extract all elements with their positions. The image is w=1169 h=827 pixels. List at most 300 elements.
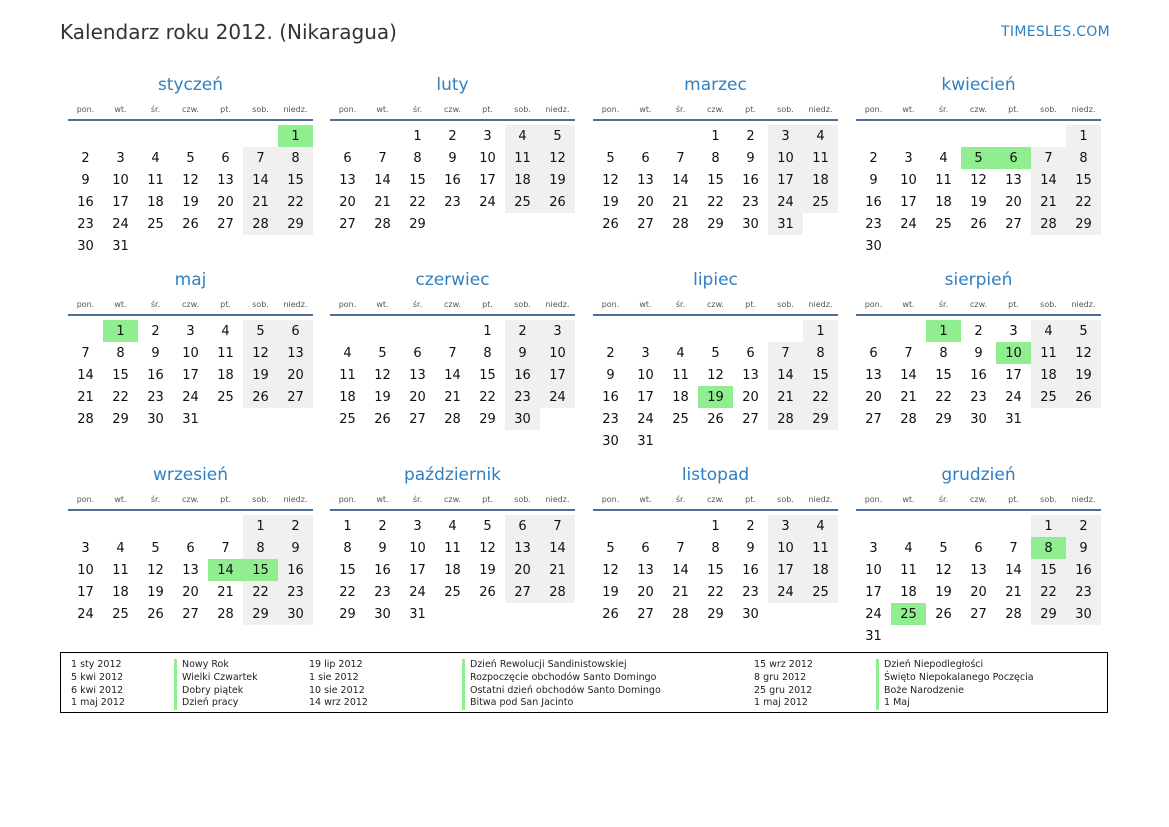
legend-date: 6 kwi 2012 <box>71 684 124 696</box>
day-cell: 2 <box>746 518 755 534</box>
day-cell: 19 <box>602 194 619 210</box>
day-cell: 8 <box>939 345 948 361</box>
day-cell: 19 <box>374 389 391 405</box>
legend-date: 19 lip 2012 <box>309 659 363 670</box>
day-cell: 13 <box>182 562 199 578</box>
day-cell: 29 <box>278 213 313 235</box>
month-name: czerwiec <box>415 270 490 290</box>
day-cell: 6 <box>413 345 422 361</box>
day-cell: 14 <box>768 364 803 386</box>
weekday-label: czw. <box>444 105 461 114</box>
empty-cell <box>856 125 891 147</box>
weekday-label: pon. <box>338 300 357 309</box>
day-cell: 16 <box>970 367 987 383</box>
day-cell: 6 <box>221 150 230 166</box>
day-cell: 15 <box>707 172 724 188</box>
day-cell: 24 <box>865 606 882 622</box>
day-cell: 24 <box>409 584 426 600</box>
day-cell: 16 <box>77 194 94 210</box>
empty-cell <box>68 515 103 537</box>
weekday-label: wt. <box>376 105 389 114</box>
weekday-label: śr. <box>412 105 423 114</box>
day-cell: 12 <box>182 172 199 188</box>
weekday-label: pon. <box>338 495 357 504</box>
holiday-day-cell: 15 <box>243 559 278 581</box>
month-rule <box>593 314 838 316</box>
legend-dates-1 <box>71 659 125 710</box>
day-cell: 10 <box>900 172 917 188</box>
day-cell: 24 <box>479 194 496 210</box>
day-cell: 9 <box>81 172 90 188</box>
empty-cell <box>996 125 1031 147</box>
month-name: marzec <box>684 75 747 95</box>
month-name: sierpień <box>944 270 1013 290</box>
day-cell: 6 <box>641 540 650 556</box>
weekday-header <box>856 491 1101 509</box>
legend-name: Bitwa pod San Jacinto <box>462 697 661 710</box>
weekday-label: sob. <box>777 105 794 114</box>
day-cell: 14 <box>444 367 461 383</box>
day-cell: 29 <box>243 603 278 625</box>
day-cell: 17 <box>1005 367 1022 383</box>
month-block <box>593 463 838 625</box>
legend-dates-3 <box>754 659 813 710</box>
day-cell: 9 <box>278 537 313 559</box>
weekday-label: czw. <box>707 300 724 309</box>
legend-name: Dobry piątek <box>174 685 258 698</box>
empty-cell <box>891 515 926 537</box>
day-cell: 20 <box>339 194 356 210</box>
day-cell: 17 <box>865 584 882 600</box>
day-cell: 19 <box>147 584 164 600</box>
legend-name: Dzień pracy <box>174 697 258 710</box>
day-cell: 7 <box>243 147 278 169</box>
day-cell: 15 <box>803 364 838 386</box>
empty-cell <box>68 320 103 342</box>
weekday-label: sob. <box>1040 495 1057 504</box>
day-cell: 9 <box>505 342 540 364</box>
day-cell: 10 <box>540 342 575 364</box>
weekday-label: wt. <box>114 300 127 309</box>
month-name: wrzesień <box>152 465 229 485</box>
day-cell: 29 <box>1031 603 1066 625</box>
day-cell: 13 <box>409 367 426 383</box>
legend-name: Wielki Czwartek <box>174 672 258 685</box>
empty-cell <box>628 320 663 342</box>
day-cell: 21 <box>217 584 234 600</box>
day-cell: 19 <box>243 364 278 386</box>
empty-cell <box>733 320 768 342</box>
day-cell: 2 <box>1066 515 1101 537</box>
empty-cell <box>856 515 891 537</box>
day-cell: 20 <box>637 584 654 600</box>
day-cell: 28 <box>1005 606 1022 622</box>
day-cell: 7 <box>768 342 803 364</box>
day-cell: 7 <box>676 150 685 166</box>
weekday-label: sob. <box>252 495 269 504</box>
day-cell: 19 <box>935 584 952 600</box>
day-cell: 18 <box>217 367 234 383</box>
weekday-label: pt. <box>482 495 493 504</box>
day-cell: 16 <box>374 562 391 578</box>
day-cell: 24 <box>182 389 199 405</box>
day-cell: 27 <box>637 216 654 232</box>
day-cell: 2 <box>869 150 878 166</box>
month-block <box>330 73 575 235</box>
day-cell: 13 <box>278 342 313 364</box>
day-cell: 7 <box>676 540 685 556</box>
day-cell: 20 <box>278 364 313 386</box>
day-cell: 27 <box>182 606 199 622</box>
weekday-label: czw. <box>182 495 199 504</box>
empty-cell <box>103 515 138 537</box>
day-cell: 10 <box>865 562 882 578</box>
day-cell: 27 <box>409 411 426 427</box>
empty-cell <box>330 125 365 147</box>
weekday-label: śr. <box>675 105 686 114</box>
day-cell: 14 <box>672 172 689 188</box>
day-cell: 23 <box>278 581 313 603</box>
day-cell: 9 <box>974 345 983 361</box>
day-cell: 30 <box>602 433 619 449</box>
day-cell: 21 <box>768 386 803 408</box>
day-cell: 1 <box>1031 515 1066 537</box>
holiday-day-cell: 14 <box>208 559 243 581</box>
day-cell: 22 <box>112 389 129 405</box>
weekday-header <box>68 491 313 509</box>
holiday-day-cell: 1 <box>278 125 313 147</box>
day-cell: 10 <box>409 540 426 556</box>
day-cell: 22 <box>935 389 952 405</box>
day-grid <box>593 125 838 235</box>
day-cell: 12 <box>602 562 619 578</box>
day-cell: 18 <box>803 559 838 581</box>
weekday-label: pon. <box>864 495 883 504</box>
day-cell: 6 <box>505 515 540 537</box>
month-block <box>856 268 1101 430</box>
day-cell: 12 <box>243 342 278 364</box>
day-cell: 17 <box>768 169 803 191</box>
weekday-label: pt. <box>745 300 756 309</box>
day-cell: 20 <box>970 584 987 600</box>
day-cell: 31 <box>637 433 654 449</box>
day-cell: 19 <box>970 194 987 210</box>
day-cell: 25 <box>1031 386 1066 408</box>
day-cell: 22 <box>278 191 313 213</box>
day-cell: 1 <box>483 323 492 339</box>
day-cell: 22 <box>243 581 278 603</box>
weekday-header <box>330 296 575 314</box>
day-cell: 21 <box>672 584 689 600</box>
month-name: lipiec <box>693 270 738 290</box>
day-grid <box>68 320 313 430</box>
day-cell: 4 <box>448 518 457 534</box>
day-grid <box>593 515 838 625</box>
day-cell: 3 <box>413 518 422 534</box>
day-cell: 21 <box>1005 584 1022 600</box>
empty-cell <box>768 320 803 342</box>
day-cell: 16 <box>865 194 882 210</box>
weekday-label: czw. <box>182 105 199 114</box>
day-cell: 26 <box>479 584 496 600</box>
weekday-label: śr. <box>675 300 686 309</box>
weekday-label: wt. <box>902 105 915 114</box>
month-block <box>68 463 313 625</box>
empty-cell <box>103 125 138 147</box>
day-cell: 30 <box>742 606 759 622</box>
weekday-label: pon. <box>601 495 620 504</box>
day-cell: 24 <box>112 216 129 232</box>
month-rule <box>68 119 313 121</box>
day-cell: 1 <box>803 320 838 342</box>
empty-cell <box>68 125 103 147</box>
day-cell: 24 <box>540 386 575 408</box>
weekday-label: niedz. <box>545 105 570 114</box>
empty-cell <box>698 320 733 342</box>
day-cell: 26 <box>182 216 199 232</box>
day-cell: 17 <box>112 194 129 210</box>
day-cell: 15 <box>409 172 426 188</box>
weekday-label: czw. <box>182 300 199 309</box>
day-cell: 3 <box>904 150 913 166</box>
day-cell: 23 <box>742 584 759 600</box>
weekday-label: pt. <box>482 300 493 309</box>
day-cell: 9 <box>378 540 387 556</box>
day-cell: 28 <box>374 216 391 232</box>
day-cell: 28 <box>672 606 689 622</box>
day-cell: 15 <box>479 367 496 383</box>
day-cell: 30 <box>1066 603 1101 625</box>
day-cell: 23 <box>742 194 759 210</box>
day-grid <box>68 515 313 625</box>
empty-cell <box>663 320 698 342</box>
day-cell: 8 <box>803 342 838 364</box>
day-cell: 30 <box>374 606 391 622</box>
day-cell: 27 <box>339 216 356 232</box>
day-cell: 30 <box>77 238 94 254</box>
month-rule <box>68 314 313 316</box>
day-cell: 16 <box>1066 559 1101 581</box>
day-grid <box>856 515 1101 647</box>
weekday-header <box>330 491 575 509</box>
day-cell: 10 <box>182 345 199 361</box>
day-cell: 23 <box>77 216 94 232</box>
day-cell: 16 <box>742 172 759 188</box>
day-cell: 28 <box>768 408 803 430</box>
holiday-day-cell: 8 <box>1031 537 1066 559</box>
day-cell: 28 <box>444 411 461 427</box>
empty-cell <box>891 125 926 147</box>
day-cell: 4 <box>904 540 913 556</box>
day-cell: 23 <box>147 389 164 405</box>
weekday-label: sob. <box>1040 105 1057 114</box>
day-cell: 21 <box>672 194 689 210</box>
weekday-label: wt. <box>376 495 389 504</box>
weekday-label: pt. <box>482 105 493 114</box>
weekday-label: sob. <box>1040 300 1057 309</box>
weekday-label: niedz. <box>283 300 308 309</box>
day-cell: 22 <box>707 194 724 210</box>
day-cell: 18 <box>444 562 461 578</box>
weekday-label: pon. <box>76 300 95 309</box>
day-cell: 5 <box>378 345 387 361</box>
month-name: kwiecień <box>941 75 1016 95</box>
day-cell: 15 <box>935 367 952 383</box>
day-cell: 1 <box>711 128 720 144</box>
weekday-label: wt. <box>639 105 652 114</box>
weekday-label: pt. <box>220 105 231 114</box>
day-cell: 14 <box>540 537 575 559</box>
day-cell: 31 <box>865 628 882 644</box>
month-name: styczeń <box>157 75 224 95</box>
day-cell: 8 <box>116 345 125 361</box>
day-cell: 13 <box>637 562 654 578</box>
day-cell: 12 <box>935 562 952 578</box>
weekday-label: niedz. <box>1071 105 1096 114</box>
day-cell: 11 <box>1031 342 1066 364</box>
day-grid <box>68 125 313 257</box>
day-cell: 22 <box>339 584 356 600</box>
day-cell: 9 <box>606 367 615 383</box>
weekday-label: niedz. <box>283 105 308 114</box>
day-cell: 3 <box>186 323 195 339</box>
day-cell: 20 <box>637 194 654 210</box>
day-cell: 11 <box>217 345 234 361</box>
day-cell: 7 <box>1031 147 1066 169</box>
weekday-header <box>68 296 313 314</box>
day-cell: 31 <box>768 213 803 235</box>
weekday-label: wt. <box>902 495 915 504</box>
weekday-label: niedz. <box>1071 495 1096 504</box>
day-cell: 30 <box>147 411 164 427</box>
weekday-label: śr. <box>938 105 949 114</box>
day-cell: 18 <box>112 584 129 600</box>
day-cell: 17 <box>409 562 426 578</box>
weekday-label: czw. <box>970 495 987 504</box>
day-cell: 21 <box>540 559 575 581</box>
legend-date: 1 maj 2012 <box>71 697 125 709</box>
weekday-label: niedz. <box>283 495 308 504</box>
weekday-header <box>330 101 575 119</box>
weekday-label: sob. <box>777 495 794 504</box>
legend-name: Dzień Niepodległości <box>876 659 1034 672</box>
day-cell: 24 <box>1005 389 1022 405</box>
day-cell: 11 <box>112 562 129 578</box>
legend-name: Nowy Rok <box>174 659 258 672</box>
day-cell: 26 <box>602 216 619 232</box>
day-cell: 11 <box>672 367 689 383</box>
weekday-label: czw. <box>707 495 724 504</box>
day-cell: 30 <box>865 238 882 254</box>
day-cell: 26 <box>147 606 164 622</box>
day-cell: 25 <box>672 411 689 427</box>
empty-cell <box>1031 125 1066 147</box>
day-cell: 5 <box>1066 320 1101 342</box>
empty-cell <box>926 515 961 537</box>
empty-cell <box>961 515 996 537</box>
day-cell: 29 <box>112 411 129 427</box>
day-cell: 3 <box>483 128 492 144</box>
day-cell: 27 <box>278 386 313 408</box>
legend-date: 15 wrz 2012 <box>754 659 813 670</box>
day-cell: 2 <box>151 323 160 339</box>
month-rule <box>593 119 838 121</box>
day-cell: 10 <box>77 562 94 578</box>
month-rule <box>856 314 1101 316</box>
day-cell: 5 <box>151 540 160 556</box>
day-cell: 9 <box>746 540 755 556</box>
day-cell: 6 <box>869 345 878 361</box>
day-cell: 24 <box>900 216 917 232</box>
empty-cell <box>330 320 365 342</box>
weekday-label: pt. <box>220 495 231 504</box>
day-cell: 12 <box>602 172 619 188</box>
month-rule <box>330 119 575 121</box>
day-cell: 7 <box>221 540 230 556</box>
day-cell: 18 <box>935 194 952 210</box>
weekday-label: niedz. <box>808 495 833 504</box>
day-cell: 1 <box>1066 125 1101 147</box>
day-cell: 10 <box>479 150 496 166</box>
empty-cell <box>593 515 628 537</box>
day-cell: 15 <box>1066 169 1101 191</box>
day-cell: 17 <box>479 172 496 188</box>
day-cell: 5 <box>939 540 948 556</box>
weekday-label: czw. <box>707 105 724 114</box>
empty-cell <box>891 320 926 342</box>
legend-name: 1 Maj <box>876 697 1034 710</box>
brand-link[interactable]: TIMESLES.COM <box>1001 24 1110 40</box>
day-cell: 5 <box>540 125 575 147</box>
day-cell: 29 <box>1066 213 1101 235</box>
day-cell: 13 <box>970 562 987 578</box>
day-cell: 14 <box>1005 562 1022 578</box>
day-cell: 6 <box>641 150 650 166</box>
day-cell: 15 <box>278 169 313 191</box>
day-cell: 21 <box>243 191 278 213</box>
day-cell: 28 <box>900 411 917 427</box>
weekday-label: czw. <box>444 300 461 309</box>
day-cell: 9 <box>448 150 457 166</box>
day-cell: 3 <box>641 345 650 361</box>
day-cell: 27 <box>217 216 234 232</box>
day-cell: 13 <box>505 537 540 559</box>
empty-cell <box>593 125 628 147</box>
day-cell: 1 <box>243 515 278 537</box>
weekday-label: sob. <box>514 495 531 504</box>
weekday-label: niedz. <box>545 300 570 309</box>
legend-name: Boże Narodzenie <box>876 685 1034 698</box>
weekday-label: pt. <box>745 105 756 114</box>
weekday-label: śr. <box>675 495 686 504</box>
day-cell: 14 <box>672 562 689 578</box>
day-cell: 8 <box>343 540 352 556</box>
weekday-label: śr. <box>150 495 161 504</box>
weekday-header <box>856 101 1101 119</box>
day-cell: 24 <box>768 581 803 603</box>
day-cell: 29 <box>409 216 426 232</box>
month-rule <box>330 509 575 511</box>
day-cell: 25 <box>147 216 164 232</box>
day-cell: 21 <box>77 389 94 405</box>
day-cell: 12 <box>479 540 496 556</box>
day-grid <box>330 320 575 430</box>
day-cell: 30 <box>505 408 540 430</box>
day-cell: 29 <box>803 408 838 430</box>
day-cell: 1 <box>711 518 720 534</box>
day-cell: 29 <box>707 606 724 622</box>
day-cell: 25 <box>339 411 356 427</box>
